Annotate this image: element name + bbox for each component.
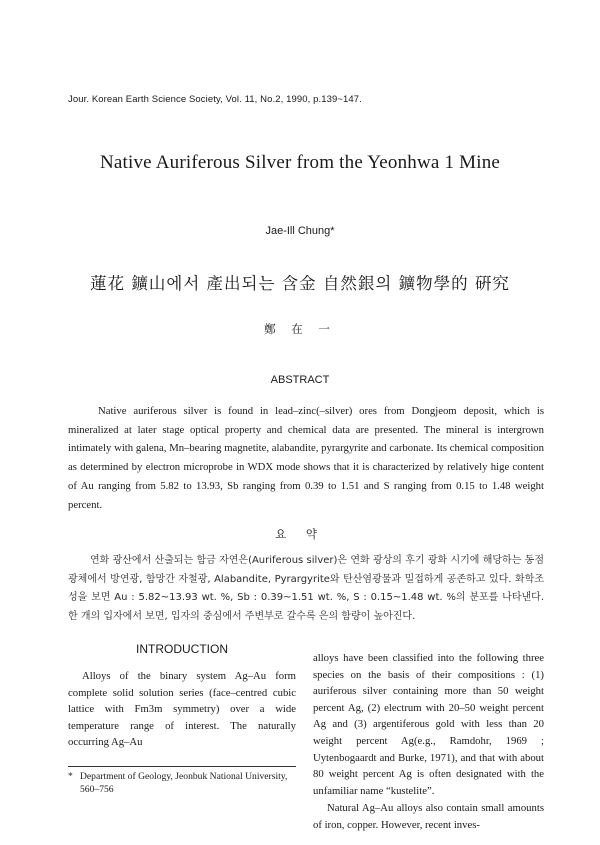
introduction-heading: INTRODUCTION: [136, 642, 228, 656]
korean-title: 蓮花 鑛山에서 產出되는 含金 自然銀의 鑛物學的 硏究: [90, 274, 510, 293]
introduction-paragraph: alloys have been classified into the following three species on the basis of their compositions : (1) auriferous silver containing more than 50 weight percent Ag, (2) electrum with 20–50 weight percent Ag and (3) argentiferous gold with less than 20 weight percent Ag(e.g., Ramdohr, 1969 ; Uytenbogaardt and Burke, 1971), and that with about 80 weight percent Ag is often designated with the unfamiliar name “kustelite”.: [313, 652, 544, 797]
footnote-affiliation: Department of Geology, Jeonbuk National University,: [80, 771, 288, 782]
introduction-right-column: [313, 650, 544, 834]
abstract-body: Native auriferous silver is found in lead–zinc(–silver) ores from Dongjeom deposit, which is mineralized at later stage optical property and chemical data are presented. The mineral is intergrown intimately with galena, Mn–bearing magnetite, alabandite, pyrargyrite and carbonate. Its chemical composition as determined by electron microprobe in WDX mode shows that it is characterized by relatively hige content of Au ranging from 5.82 to 13.93, Sb ranging from 0.39 to 1.51 and S ranging from 0.15 to 1.48 weight percent.: [68, 405, 544, 511]
abstract-heading: ABSTRACT: [270, 374, 330, 386]
footnote-divider: [68, 766, 296, 767]
footnote-postal-code: 560–756: [80, 784, 114, 795]
korean-summary-body: 연화 광산에서 산출되는 함금 자연은(Auriferous silver)은 연화 광상의 후기 광화 시기에 해당하는 동점광체에서 방연광, 함망간 자철광, Alabandite, Pyrargyrite와 탄산염광물과 밀접하게 공존하고 있다. 화학조성을 보면 Au : 5.82~13.93 wt. %, Sb : 0.39~1.51 wt. %, S : 0.15~1.48 wt. %의 분포를 나타낸다. 한 개의 입자에서 보면, 입자의 중심에서 주변부로 갈수록 은의 함량이 높아진다.: [68, 555, 544, 622]
paper-title: Native Auriferous Silver from the Yeonhwa 1 Mine: [99, 152, 501, 173]
footnote: [68, 770, 296, 796]
introduction-paragraph: Natural Ag–Au alloys also contain small amounts of iron, copper. However, recent inves-: [313, 802, 544, 831]
korean-author-name: 鄭 在 一: [264, 322, 336, 336]
korean-summary-heading: 요 약: [275, 527, 325, 541]
author-name: Jae-Ill Chung*: [265, 225, 335, 237]
journal-reference: Jour. Korean Earth Science Society, Vol. 11, No.2, 1990, p.139~147.: [68, 94, 362, 105]
introduction-left-column: Alloys of the binary system Ag–Au form complete solid solution series (face–centred cubic lattice with Fm3m symmetry) over a wide temperature range of interest. The naturally occurring Ag–Au: [68, 670, 296, 749]
footnote-marker: *: [68, 771, 73, 782]
